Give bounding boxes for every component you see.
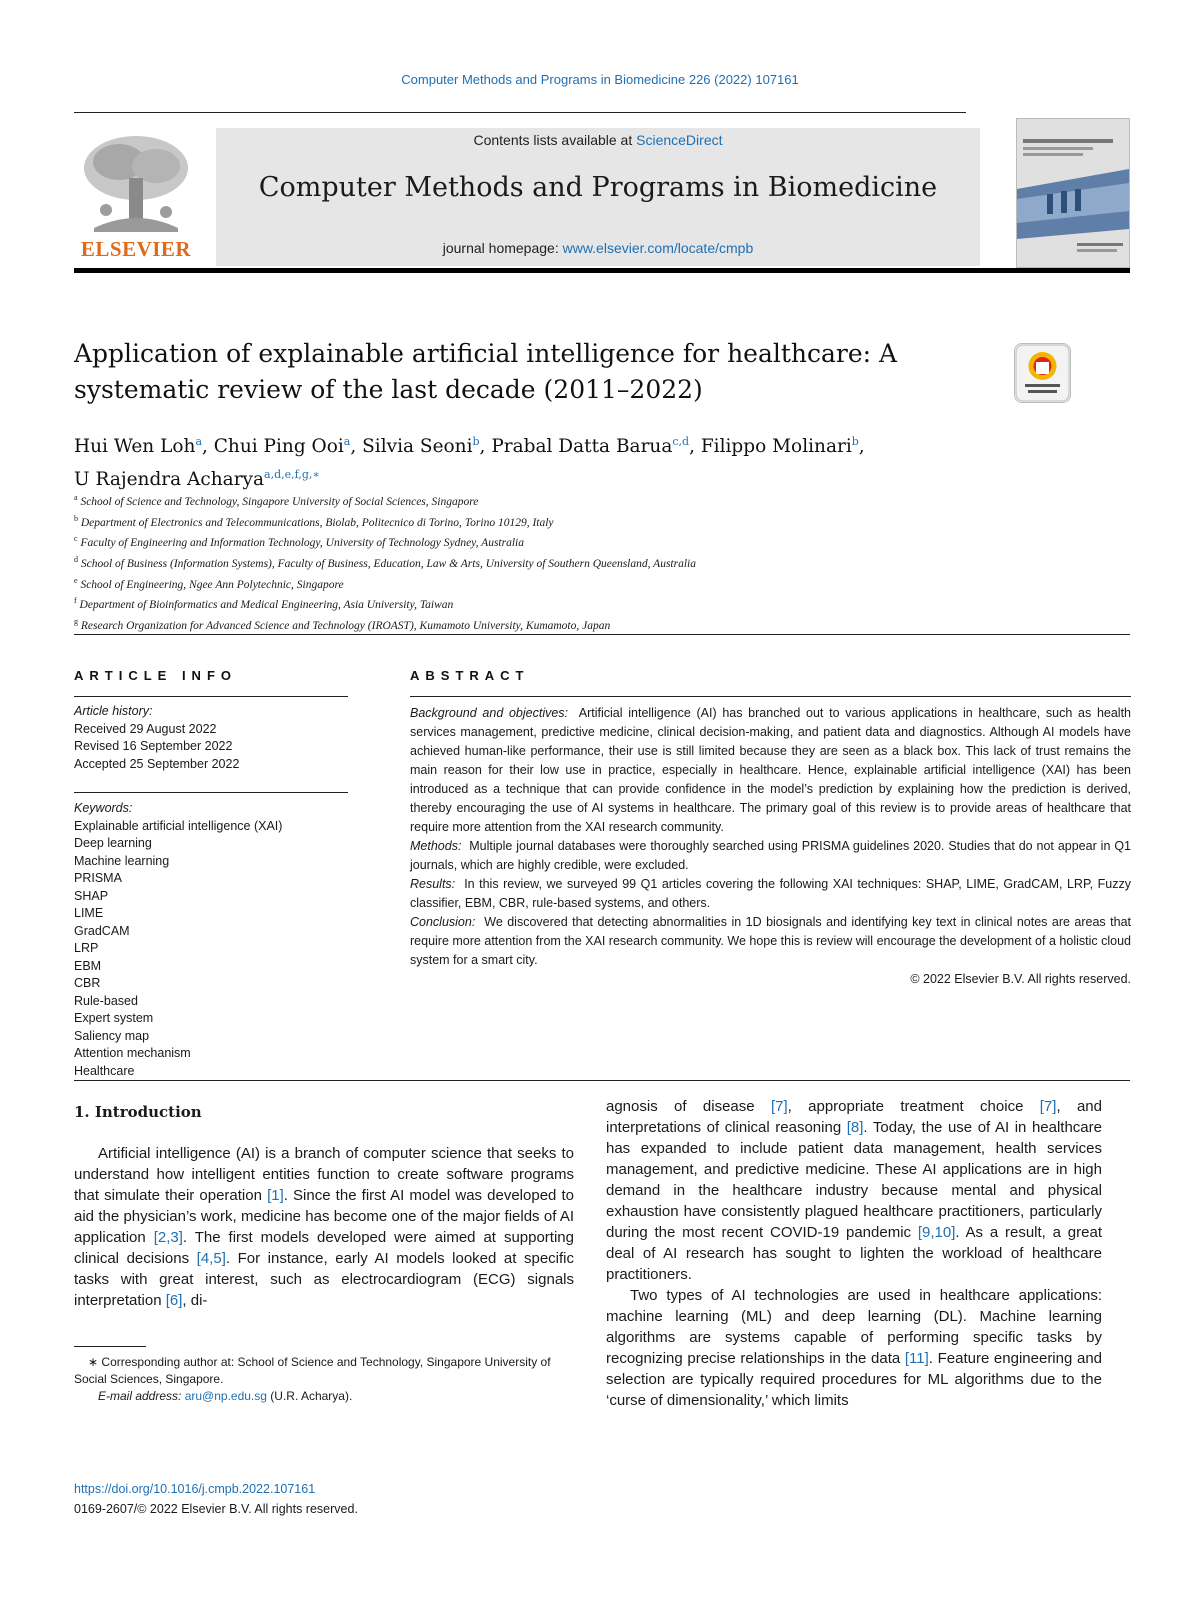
- author-list: Hui Wen Loh$^a$, Chui Ping Ooi$^a$, Silvia Seoni$^b$, Prabal Datta Barua$^{c,d}$, Filippo Molinari$^b$, U Rajendra Acharya$^{a,d,e,f,g,∗}$: [74, 435, 865, 491]
- elsevier-wordmark: ELSEVIER: [80, 237, 192, 261]
- keyword[interactable]: LIME: [74, 906, 104, 920]
- author-name: Filippo Molinari: [700, 436, 852, 458]
- abstract-bottom-rule: [74, 1080, 1130, 1081]
- affiliation-text: Department of Bioinformatics and Medical Engineering, Asia University, Taiwan: [79, 598, 454, 611]
- keyword[interactable]: Machine learning: [74, 853, 170, 868]
- keyword-list: [74, 800, 348, 1080]
- affiliation-text: Faculty of Engineering and Information Technology, University of Technology Sydney, Australia: [80, 537, 524, 550]
- footnote-star: ∗: [88, 1355, 99, 1369]
- affiliation-text: Research Organization for Advanced Science and Technology (IROAST), Kumamoto University, Kumamoto, Japan: [80, 619, 611, 632]
- intro-left-column: [74, 1102, 574, 1311]
- article-info-heading: ARTICLE INFO: [74, 668, 237, 683]
- affiliation: [74, 531, 1034, 552]
- history-received: Received 29 August 2022: [74, 721, 217, 736]
- article-title: Application of explainable artificial intelligence for healthcare: A systematic review of the last decade (2011–2022): [74, 339, 898, 404]
- keyword[interactable]: PRISMA: [74, 871, 122, 885]
- citation-link[interactable]: [9,10]: [917, 1224, 956, 1241]
- check-for-updates-icon[interactable]: [1014, 343, 1071, 403]
- affiliation-text: Department of Electronics and Telecommunications, Biolab, Politecnico di Torino, Torino 10129, Italy: [80, 516, 554, 529]
- citation-link[interactable]: [1]: [267, 1187, 284, 1204]
- text-run: , appropriate treatment choice: [787, 1098, 1040, 1115]
- author[interactable]: [362, 436, 479, 457]
- keyword[interactable]: Attention mechanism: [74, 1046, 191, 1060]
- text-run: . The first models developed were aimed at supporting clinical decisions: [74, 1229, 574, 1267]
- footnote-rule: [74, 1346, 146, 1347]
- section-heading: 1. Introduction: [74, 1103, 202, 1121]
- affiliation-sup: e: [74, 575, 78, 585]
- abstract-body: [410, 704, 1131, 989]
- keywords-label: Keywords:: [74, 801, 133, 815]
- abstract-text: Multiple journal databases were thoroughly searched using PRISMA guidelines 2020. Studies that do not appear in Q1 journals, which are highly credible, were excluded.: [410, 839, 1131, 872]
- history-revised: Revised 16 September 2022: [74, 739, 233, 753]
- issn-copyright: 0169-2607/© 2022 Elsevier B.V. All rights reserved.: [74, 1502, 358, 1516]
- doi-link[interactable]: https://doi.org/10.1016/j.cmpb.2022.107161: [74, 1482, 316, 1496]
- affiliation: [74, 552, 1034, 573]
- keyword[interactable]: LRP: [74, 941, 99, 955]
- affiliation: [74, 511, 1034, 532]
- footnote-text: Corresponding author at: School of Science and Technology, Singapore University of Social Sciences, Singapore.: [74, 1355, 551, 1386]
- text-run: . Since the first AI model was developed to aid the physician’s work, medicine has become one of the major fields of AI application: [74, 1187, 575, 1246]
- keyword[interactable]: GradCAM: [74, 923, 130, 938]
- header-rule: [74, 112, 966, 113]
- author-name: Hui Wen Loh: [74, 436, 196, 458]
- author-name: Silvia Seoni: [362, 436, 473, 458]
- affiliation-text: School of Engineering, Ngee Ann Polytechnic, Singapore: [80, 578, 344, 591]
- text-run: , and interpretations of clinical reasoning: [606, 1098, 1102, 1136]
- intro-right-column: [606, 1096, 1102, 1411]
- citation-link[interactable]: [7]: [1039, 1098, 1057, 1115]
- author-sup: a,d,e,f,g,∗: [264, 468, 320, 482]
- affiliation-sup: c: [74, 534, 78, 544]
- abstract-label: Conclusion:: [410, 915, 476, 929]
- email-suffix: (U.R. Acharya).: [266, 1389, 353, 1403]
- author[interactable]: [74, 436, 202, 457]
- cover-artwork: [1017, 119, 1129, 267]
- keyword[interactable]: Rule-based: [74, 993, 138, 1008]
- author-name: U Rajendra Acharya: [74, 469, 265, 491]
- text-run: . As a result, a great deal of AI research has sought to lighten the workload of healthcare practitioners.: [606, 1224, 1102, 1283]
- citation-link[interactable]: [8]: [846, 1119, 864, 1136]
- email-label: E-mail address:: [98, 1389, 185, 1403]
- masthead-rule: [74, 268, 1130, 273]
- citation-link[interactable]: [6]: [165, 1292, 183, 1309]
- affiliation-sup: f: [74, 596, 77, 606]
- journal-cover-image[interactable]: [1016, 118, 1130, 268]
- keyword[interactable]: EBM: [74, 958, 102, 973]
- author-name: Chui Ping Ooi: [213, 436, 344, 458]
- affiliation: [74, 490, 1034, 511]
- author-sup: b: [851, 435, 859, 448]
- text-run: . Today, the use of AI in healthcare has expanded to include patient data management, health services management, and predictive medicine. These AI applications are in high demand in the healthcare industry because mental and physical exhaustion have consistently plagued healthcare practitioners, particularly during the most recent COVID-19 pandemic: [606, 1119, 1102, 1241]
- homepage-link[interactable]: www.elsevier.com/locate/cmpb: [562, 240, 754, 256]
- paragraph: [606, 1285, 1102, 1411]
- affiliation-list: [74, 490, 1034, 634]
- keywords-rule: [74, 792, 348, 793]
- history-label: Article history:: [74, 704, 153, 718]
- author[interactable]: [214, 436, 351, 457]
- author[interactable]: [701, 436, 859, 457]
- author-sup: b: [472, 435, 480, 448]
- article-history: [74, 703, 348, 773]
- abstract-text: We discovered that detecting abnormalities in 1D biosignals and identifying key text in clinical notes are areas that require more attention from the XAI research community. We hope this is review will encourage the development of a holistic cloud system for a smart city.: [410, 915, 1131, 967]
- text-run: Artificial intelligence (AI) is a branch of computer science that seeks to understand how intelligent entities function to create software programs that simulate their operation: [74, 1145, 574, 1204]
- author-sup: a: [343, 435, 351, 448]
- affiliation-sup: b: [74, 513, 78, 523]
- homepage-line: [216, 240, 980, 256]
- text-run: , di-: [182, 1292, 208, 1309]
- author[interactable]: [74, 469, 320, 490]
- abstract-methods: [410, 837, 1131, 875]
- keyword[interactable]: Saliency map: [74, 1028, 150, 1043]
- abstract-rule: [410, 696, 1131, 697]
- paragraph: [74, 1143, 574, 1311]
- citation-link[interactable]: [4,5]: [196, 1250, 226, 1267]
- affiliation-text: School of Science and Technology, Singapore University of Social Sciences, Singapore: [80, 495, 479, 508]
- abstract-background: [410, 704, 1131, 837]
- abstract-conclusion: [410, 913, 1131, 970]
- keyword[interactable]: Healthcare: [74, 1063, 135, 1078]
- affiliation: [74, 593, 1034, 614]
- contents-line: [216, 132, 980, 148]
- corresponding-author-note: [74, 1354, 574, 1388]
- text-run: . For instance, early AI models looked at specific tasks with great interest, such as electrocardiogram (ECG) signals interpretation: [74, 1250, 574, 1309]
- text-run: agnosis of disease: [606, 1098, 771, 1115]
- keyword[interactable]: Deep learning: [74, 836, 152, 850]
- affiliation-sup: g: [74, 616, 78, 626]
- citation-link[interactable]: [2,3]: [153, 1229, 183, 1246]
- affiliation: [74, 573, 1034, 594]
- abstract-copyright: © 2022 Elsevier B.V. All rights reserved.: [910, 972, 1131, 986]
- affiliation-text: School of Business (Information Systems), Faculty of Business, Education, Law & Arts, University of Southern Queensland, Australia: [80, 557, 696, 570]
- journal-title: Computer Methods and Programs in Biomedicine: [258, 172, 938, 203]
- abstract-label: Background and objectives:: [410, 706, 569, 720]
- info-rule: [74, 696, 348, 697]
- history-accepted: Accepted 25 September 2022: [74, 756, 240, 771]
- affiliation-rule: [74, 634, 1130, 635]
- citation-link[interactable]: [7]: [770, 1098, 788, 1115]
- keyword[interactable]: CBR: [74, 976, 101, 990]
- text-run: Two types of AI technologies are used in healthcare applications: machine learning (ML) and deep learning (DL). Machine learning algorithms are systems capable of performing specific tasks by recognizing precise relationships in the data: [606, 1287, 1102, 1367]
- author[interactable]: [491, 436, 689, 457]
- abstract-heading: ABSTRACT: [410, 668, 530, 683]
- abstract-results: [410, 875, 1131, 913]
- abstract-label: Results:: [410, 877, 456, 891]
- author-sup: a: [195, 435, 202, 448]
- homepage-prefix: journal homepage:: [442, 240, 563, 256]
- affiliation-sup: a: [74, 493, 78, 502]
- keyword[interactable]: Expert system: [74, 1011, 154, 1025]
- contents-prefix: Contents lists available at: [473, 132, 637, 148]
- affiliation-sup: d: [74, 554, 78, 564]
- footnote: [74, 1354, 574, 1405]
- keyword[interactable]: SHAP: [74, 888, 109, 903]
- sciencedirect-link[interactable]: ScienceDirect: [636, 132, 723, 148]
- running-head[interactable]: Computer Methods and Programs in Biomedicine 226 (2022) 107161: [401, 72, 799, 87]
- author-sup: c,d: [672, 435, 690, 448]
- abstract-text: In this review, we surveyed 99 Q1 articles covering the following XAI techniques: SHAP, LIME, GradCAM, LRP, Fuzzy classifier, EBM, CBR, rule-based systems, and others.: [410, 877, 1131, 910]
- author-name: Prabal Datta Barua: [491, 436, 673, 458]
- email-line: [74, 1388, 574, 1405]
- affiliation: [74, 614, 1034, 635]
- email-link[interactable]: aru@np.edu.sg: [184, 1389, 267, 1403]
- abstract-text: Artificial intelligence (AI) has branched out to various applications in healthcare, such as health services management, predictive medicine, clinical decision-making, and patient data and diagnostics. Although AI models have achieved human-like performance, their use is still limited because they are seen as a black box. This lack of trust remains the main reason for their low use in practice, especially in healthcare. Hence, explainable artificial intelligence (XAI) has been introduced as a technique that can provide confidence in the model’s prediction by explaining how the prediction is derived, thereby encouraging the use of AI systems in healthcare. The primary goal of this review is to provide areas of healthcare that require more attention from the XAI research community.: [410, 706, 1132, 834]
- keyword[interactable]: Explainable artificial intelligence (XAI): [74, 818, 283, 833]
- paragraph: [606, 1096, 1102, 1285]
- citation-link[interactable]: [11]: [904, 1350, 929, 1367]
- text-run: . Feature engineering and selection are typically required procedures for ML algorithms due to the ‘curse of dimensionality,’ which limits: [606, 1350, 1102, 1409]
- abstract-label: Methods:: [410, 839, 462, 853]
